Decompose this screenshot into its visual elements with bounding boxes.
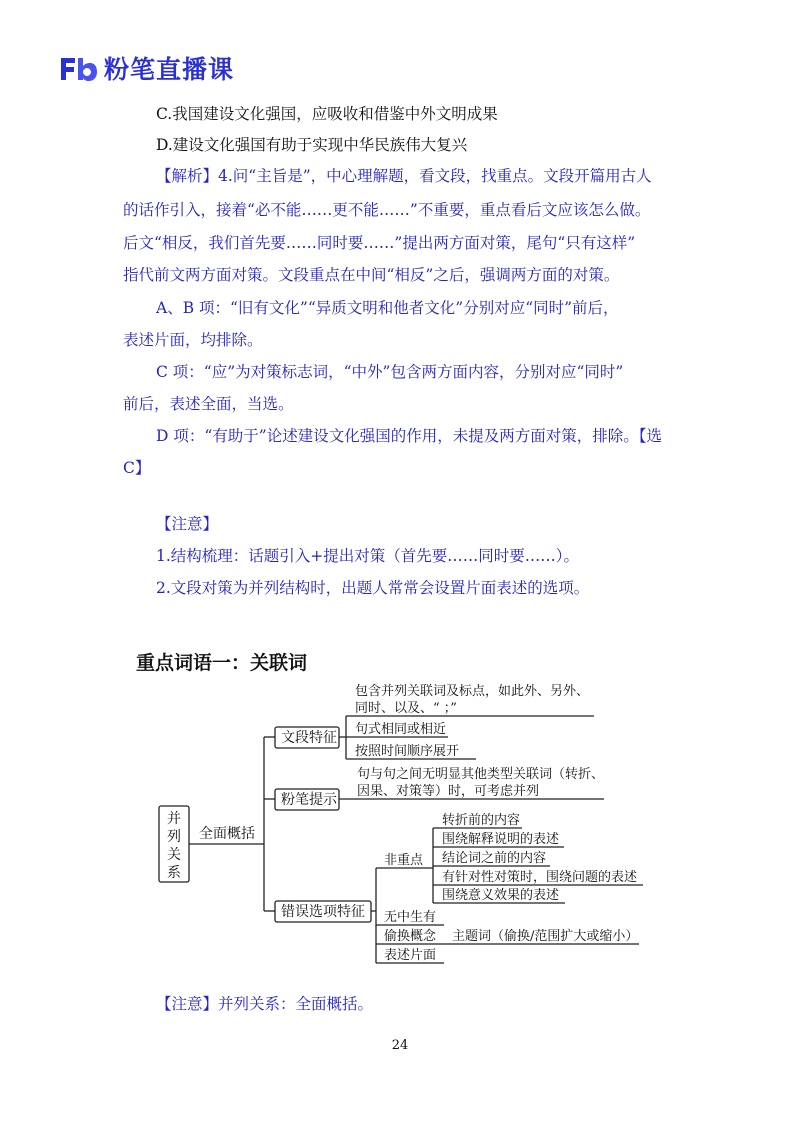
analysis-line-8: 前后，表述全面，当选。 (123, 395, 294, 413)
mindmap-branch1-label: 文段特征 (281, 730, 337, 746)
analysis-line-5: A、B 项：“旧有文化”“异质文明和他者文化”分别对应“同时”前后， (156, 299, 619, 317)
mindmap-root-char-4: 系 (167, 865, 181, 881)
option-d: D.建设文化强国有助于实现中华民族伟大复兴 (156, 136, 468, 154)
mindmap-branch3-item-2: 偷换概念 (384, 929, 437, 944)
analysis-line-4: 指代前文两方面对策。文段重点在中间“相反”之后，强调两方面的对策。 (123, 266, 620, 284)
mindmap-branch1-item-2: 句式相同或相近 (355, 722, 447, 737)
mindmap-nonkey-item-2: 围绕解释说明的表述 (442, 832, 560, 847)
mindmap-branch2-item-1b: 因果、对策等）时，可考虑并列 (357, 784, 540, 799)
mindmap-nonkey-label: 非重点 (384, 853, 424, 868)
analysis-line-3: 后文“相反，我们首先要……同时要……”提出两方面对策，尾句“只有这样” (123, 234, 636, 252)
analysis-line-1: 【解析】4.问“主旨是”，中心理解题，看文段，找重点。文段开篇用古人 (156, 167, 652, 185)
mindmap-level1-label: 全面概括 (199, 826, 255, 842)
summary-note: 【注意】并列关系：全面概括。 (156, 995, 374, 1013)
mindmap-branch3-extra: 主题词（偷换/范围扩大或缩小） (452, 929, 639, 944)
mindmap-branch3-label: 错误选项特征 (281, 904, 365, 920)
analysis-line-10: C】 (123, 459, 151, 477)
analysis-line-9: D 项：“有助于”论述建设文化强国的作用，未提及两方面对策，排除。【选 (156, 427, 662, 445)
mindmap-root-char-2: 列 (167, 829, 181, 845)
mindmap-branch1-item-1a: 包含并列关联词及标点，如此外、另外、 (355, 684, 590, 699)
mindmap-branch1-item-1b: 同时、以及、“ ；” (355, 701, 457, 716)
notes-item-2: 2.文段对策为并列结构时，出题人常常会设置片面表述的选项。 (156, 579, 590, 597)
page-number: 24 (391, 1038, 409, 1053)
mindmap-nonkey-item-3: 结论词之前的内容 (442, 851, 547, 866)
mindmap-branch2-item-1a: 句与句之间无明显其他类型关联词（转折、 (357, 767, 605, 782)
option-c: C.我国建设文化强国，应吸收和借鉴中外文明成果 (156, 105, 498, 123)
mindmap-nonkey-item-4: 有针对性对策时，围绕问题的表述 (442, 870, 638, 885)
mindmap-branch2-label: 粉笔提示 (281, 792, 337, 808)
brand-name: 粉笔直播课 (104, 55, 235, 84)
mindmap-root-char-3: 关 (167, 847, 181, 863)
notes-title: 【注意】 (156, 515, 219, 533)
analysis-line-2: 的话作引入，接着“必不能……更不能……”不重要，重点看后文应该怎么做。 (123, 201, 651, 219)
mindmap-nonkey-item-1: 转折前的内容 (442, 813, 521, 828)
analysis-line-6: 表述片面，均排除。 (123, 331, 263, 349)
mindmap-nonkey-item-5: 围绕意义效果的表述 (442, 888, 560, 903)
mindmap-root-char-1: 并 (167, 811, 181, 827)
notes-item-1: 1.结构梳理：话题引入+提出对策（首先要……同时要……）。 (156, 547, 580, 565)
section-heading: 重点词语一：关联词 (136, 652, 308, 674)
mindmap-branch3-item-3: 表述片面 (384, 948, 437, 963)
mindmap-branch1-item-3: 按照时间顺序展开 (355, 744, 460, 759)
mindmap-branch3-item-1: 无中生有 (384, 910, 437, 925)
analysis-line-7: C 项：“应”为对策标志词，“中外”包含两方面内容，分别对应“同时” (156, 363, 624, 381)
